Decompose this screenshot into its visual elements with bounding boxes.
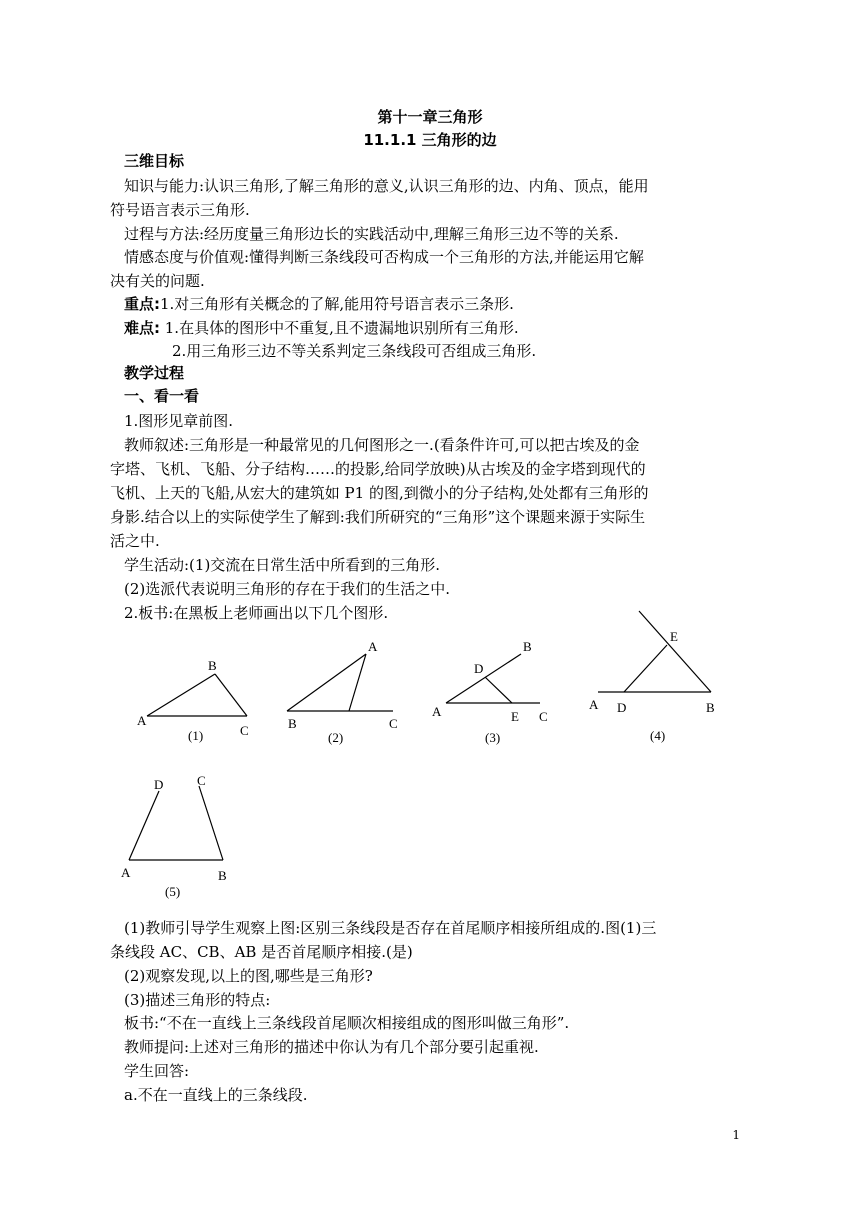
after-answer: 学生回答: bbox=[124, 1062, 190, 1080]
key-points-text: 1.对三角形有关概念的了解,能用符号语言表示三条形. bbox=[160, 295, 514, 313]
process-subheading: 一、看一看 bbox=[124, 387, 200, 405]
process-p2-line4: 身影.结合以上的实际使学生了解到:我们所研究的“三角形”这个课题来源于实际生 bbox=[110, 508, 646, 526]
goals-heading: 三维目标 bbox=[124, 152, 185, 170]
goals-emotion-line2: 决有关的问题. bbox=[110, 272, 205, 290]
fig4-caption: (4) bbox=[650, 728, 666, 743]
fig4-label-d: D bbox=[617, 700, 627, 715]
fig2-line-a-foot bbox=[349, 654, 366, 711]
after-q3: (3)描述三角形的特点: bbox=[124, 991, 271, 1009]
fig3-line-ab bbox=[446, 654, 521, 703]
fig3-label-a: A bbox=[432, 704, 442, 719]
goals-knowledge-line2: 符号语言表示三角形. bbox=[110, 201, 250, 219]
fig4-line-eb bbox=[639, 611, 711, 692]
fig5-line-bc bbox=[199, 786, 223, 860]
fig2-caption: (2) bbox=[328, 730, 344, 745]
fig5-caption: (5) bbox=[165, 884, 181, 899]
process-p2-line5: 活之中. bbox=[110, 532, 160, 550]
key-points-label: 重点: bbox=[124, 295, 160, 313]
fig4-line-de bbox=[624, 645, 667, 692]
fig5-label-b: B bbox=[218, 868, 227, 883]
after-q2: (2)观察发现,以上的图,哪些是三角形? bbox=[124, 967, 373, 985]
process-p3: 学生活动:(1)交流在日常生活中所看到的三角形. bbox=[124, 556, 441, 574]
fig4-label-a: A bbox=[589, 697, 599, 712]
fig1-side-ab bbox=[147, 674, 215, 716]
section-title: 11.1.1 三角形的边 bbox=[363, 131, 497, 149]
fig3-label-e: E bbox=[511, 709, 519, 724]
after-q1-line1: (1)教师引导学生观察上图:区别三条线段是否存在首尾顺序相接所组成的.图(1)三 bbox=[124, 919, 657, 937]
process-p5: 2.板书:在黑板上老师画出以下几个图形. bbox=[124, 604, 389, 622]
process-p1: 1.图形见章前图. bbox=[124, 412, 234, 430]
fig3-label-c: C bbox=[539, 709, 548, 724]
difficulties-item1: 1.在具体的图形中不重复,且不遗漏地识别所有三角形. bbox=[160, 319, 519, 337]
after-board: 板书:“不在一直线上三条线段首尾顺次相接组成的图形叫做三角形”. bbox=[124, 1014, 570, 1032]
fig4-label-e: E bbox=[670, 629, 678, 644]
process-p2-line3: 飞机、上天的飞船,从宏大的建筑如 P1 的图,到微小的分子结构,处处都有三角形的 bbox=[110, 484, 649, 502]
fig5-label-a: A bbox=[121, 865, 131, 880]
fig5-label-d: D bbox=[154, 777, 164, 792]
goals-emotion-line1: 情感态度与价值观:懂得判断三条线段可否构成一个三角形的方法,并能运用它解 bbox=[124, 248, 644, 266]
fig1-label-c: C bbox=[240, 723, 249, 738]
fig2-label-a: A bbox=[368, 639, 378, 654]
after-a: a.不在一直线上的三条线段. bbox=[124, 1086, 308, 1104]
fig1-caption: (1) bbox=[188, 728, 204, 743]
fig4-label-b: B bbox=[706, 700, 715, 715]
page-number: 1 bbox=[732, 1128, 740, 1142]
fig1-side-bc bbox=[215, 674, 247, 716]
fig5-line-ad bbox=[129, 791, 159, 860]
after-q1-line2: 条线段 AC、CB、AB 是否首尾顺序相接.(是) bbox=[110, 943, 413, 961]
chapter-title: 第十一章三角形 bbox=[377, 108, 483, 126]
process-p2-line2: 字塔、飞机、飞船、分子结构……的投影,给同学放映)从古埃及的金字塔到现代的 bbox=[110, 460, 646, 478]
fig1-label-a: A bbox=[137, 713, 147, 728]
difficulties-item2: 2.用三角形三边不等关系判定三条线段可否组成三角形. bbox=[172, 342, 537, 360]
goals-process: 过程与方法:经历度量三角形边长的实践活动中,理解三角形三边不等的关系. bbox=[124, 225, 619, 243]
process-p2-line1: 教师叙述:三角形是一种最常见的几何图形之一.(看条件许可,可以把古埃及的金 bbox=[124, 436, 640, 454]
fig3-label-d: D bbox=[474, 661, 484, 676]
fig3-label-b: B bbox=[523, 639, 532, 654]
goals-knowledge-line1: 知识与能力:认识三角形,了解三角形的意义,认识三角形的边、内角、顶点，能用 bbox=[124, 177, 649, 195]
difficulties-label: 难点: bbox=[124, 319, 160, 337]
process-heading: 教学过程 bbox=[124, 364, 185, 382]
fig2-label-c: C bbox=[389, 716, 398, 731]
fig5-label-c: C bbox=[197, 773, 206, 788]
process-p4: (2)选派代表说明三角形的存在于我们的生活之中. bbox=[124, 580, 451, 598]
after-ask: 教师提问:上述对三角形的描述中你认为有几个部分要引起重视. bbox=[124, 1038, 539, 1056]
fig2-line-ba bbox=[287, 654, 366, 711]
fig3-caption: (3) bbox=[485, 730, 501, 745]
fig3-line-de bbox=[485, 677, 512, 703]
fig1-label-b: B bbox=[208, 658, 217, 673]
fig2-label-b: B bbox=[288, 716, 297, 731]
